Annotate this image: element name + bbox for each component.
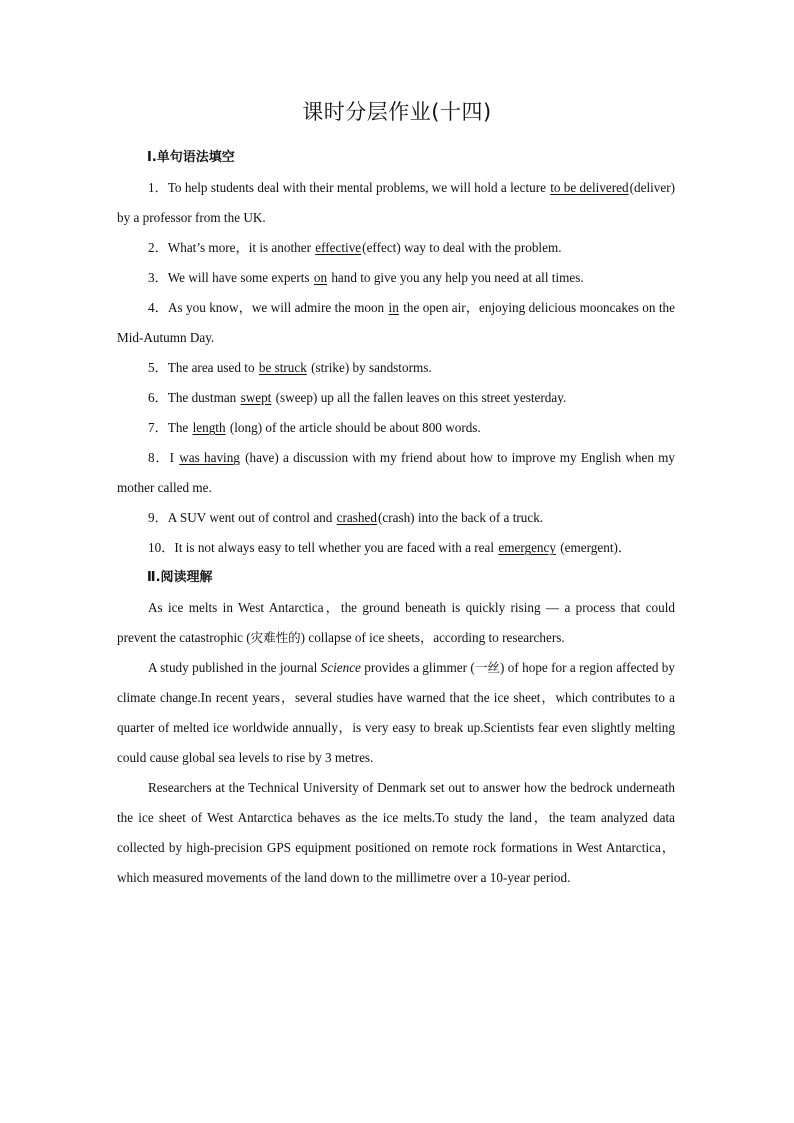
answer-blank: emergency [498,540,556,555]
exercise-item-5 [117,353,675,383]
item-text-before: As you know，we will admire the moon [167,300,388,315]
document-body [117,143,675,893]
item-text-after: (emergent)． [556,540,632,555]
section-heading-reading: Ⅱ.阅读理解 [147,570,213,585]
exercise-item-7 [117,413,675,443]
journal-name: Science [320,660,361,675]
page-title: 课时分层作业(十四) [302,100,492,124]
item-text-after: (strike) by sandstorms. [307,360,432,375]
item-text-after: (crash) into the back of a truck. [377,510,544,525]
exercise-item-4 [117,293,675,353]
item-text-before: The [167,420,192,435]
item-text-before: A SUV went out of control and [167,510,336,525]
item-text-before: I [169,450,179,465]
item-text-before: The dustman [167,390,240,405]
paragraph-text: ) collapse of ice sheets，according to researchers. [300,630,565,645]
item-text-after: (deliver) by a professor from the UK. [117,180,676,225]
exercise-item-2 [117,233,675,263]
paragraph-text: provides a glimmer ( [360,660,475,675]
item-number: 4． [148,300,168,315]
paragraph-text: As ice melts in West Antarctica，the ground beneath is quickly rising — a process that could prevent the catastrophic ( [117,600,675,645]
answer-blank: was having [179,450,240,465]
item-number: 1． [148,180,168,195]
reading-paragraph-3: Researchers at the Technical University of Denmark set out to answer how the bedrock underneath the ice sheet of West Antarctica behaves as the ice melts.To study the land，the team analyzed data collected by high-precision GPS equipment positioned on remote rock formations in West Antarctica，which measured movements of the land down to the millimetre over a 10-year period. [117,780,675,885]
item-text-before: To help students deal with their mental problems, we will hold a lecture [167,180,550,195]
item-number: 3． [148,270,168,285]
chinese-gloss: 一丝 [474,660,501,675]
exercise-item-6 [117,383,675,413]
item-text-before: It is not always easy to tell whether you are faced with a real [174,540,498,555]
paragraph-text: A study published in the journal [148,660,321,675]
item-text-before: The area used to [167,360,258,375]
exercise-item-3 [117,263,675,293]
item-text-after: the open air，enjoying delicious mooncakes on the Mid-Autumn Day. [117,300,676,345]
reading-paragraph-2 [117,653,675,773]
exercise-item-9 [117,503,675,533]
answer-blank: crashed [336,510,377,525]
item-text-after: (sweep) up all the fallen leaves on this street yesterday. [272,390,567,405]
item-number: 10． [148,540,175,555]
item-number: 2． [148,240,168,255]
item-text-after: hand to give you any help you need at all times. [328,270,584,285]
item-text-before: We will have some experts [167,270,313,285]
answer-blank: to be delivered [550,180,629,195]
answer-blank: be struck [258,360,307,375]
item-number: 6． [148,390,168,405]
section-heading-grammar: Ⅰ.单句语法填空 [147,150,235,165]
item-text-after: (effect) way to deal with the problem. [362,240,562,255]
answer-blank: in [388,300,399,315]
paragraph-text: ) of hope for a region affected by climate change.In recent years，several studies have warned that the ice sheet，which contributes to a quarter of melted ice worldwide annually，is very easy to break up.Scientists fear even slightly melting could cause global sea levels to rise by 3 metres. [117,660,675,765]
exercise-item-10 [117,533,675,563]
item-text-after: (long) of the article should be about 800 words. [226,420,481,435]
item-number: 8． [148,450,170,465]
item-number: 7． [148,420,168,435]
answer-blank: effective [315,240,362,255]
item-number: 5． [148,360,168,375]
exercise-item-8 [117,443,675,503]
answer-blank: swept [240,390,272,405]
exercise-item-1 [117,173,675,233]
chinese-gloss: 灾难性的 [250,630,301,645]
reading-paragraph-1 [117,593,675,653]
item-text-after: (have) a discussion with my friend about how to improve my English when my mother called me. [117,450,676,495]
answer-blank: length [192,420,226,435]
item-number: 9． [148,510,168,525]
item-text-before: What’s more，it is another [167,240,315,255]
answer-blank: on [313,270,328,285]
